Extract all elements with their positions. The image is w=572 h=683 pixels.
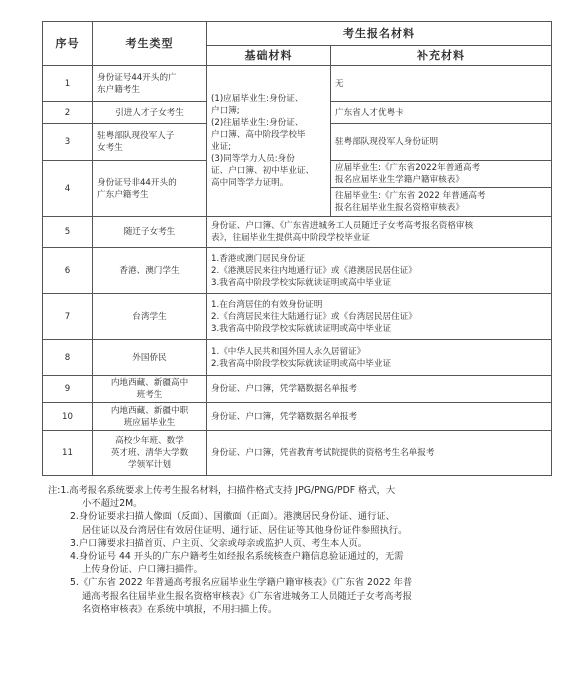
- header-supplement: 补充材料: [331, 46, 552, 66]
- type-cell: [93, 217, 207, 248]
- table-row: [43, 431, 552, 476]
- text-line: 1.《中华人民共和国外国人永久居留证》: [211, 346, 366, 357]
- text-line: 6: [64, 265, 71, 276]
- supplement-cell: [331, 102, 552, 124]
- text-line: 随迁子女考生: [123, 227, 176, 237]
- note-line: 3.户口簿要求扫描首页、户主页、父亲或母亲或监护人页、考生本人页。: [70, 537, 368, 549]
- text-line: 无: [335, 78, 344, 89]
- text-line: 报名应届毕业生学籍户籍审核表》: [335, 175, 464, 185]
- header-type: 考生类型: [93, 22, 207, 66]
- text-line: 身份证号44开头的广: [97, 72, 177, 83]
- note-line: 小不超过2M。: [82, 498, 143, 510]
- text-line: 广东省人才优粤卡: [335, 107, 404, 118]
- merged-materials-cell: [207, 217, 552, 248]
- seq-cell: [43, 431, 93, 476]
- note-item: [48, 537, 548, 550]
- note-text: 1.高考报名系统要求上传考生报名材料，扫描件格式支持 JPG/PNG/PDF 格式，大: [60, 485, 396, 496]
- text-line: 高校少年班、数学: [115, 436, 184, 446]
- text-line: 身份证号非44开头的: [97, 177, 177, 188]
- text-line: 东户籍考生: [97, 84, 140, 95]
- materials-table: [42, 21, 552, 476]
- text-line: 香港、澳门学生: [119, 265, 180, 276]
- table-row: [43, 403, 552, 431]
- text-line: 身份证、户口簿，凭学籍数据名单报考: [211, 411, 358, 422]
- note-line: 5.《广东省 2022 年普通高考报名应届毕业生学籍户籍审核表》《广东省 2022 年普: [70, 577, 413, 589]
- text-line: 业证;: [211, 142, 232, 152]
- text-line: 台湾学生: [132, 311, 167, 322]
- note-line: 名资格审核表》在系统中填报，不用扫描上传。: [82, 603, 278, 615]
- merged-materials-cell: [207, 248, 552, 294]
- seq-cell: [43, 403, 93, 431]
- note-line: 2.身份证要求扫描人像面（反面）、国徽面（正面）。港澳居民身份证、通行证、: [70, 511, 395, 523]
- document-area: [42, 21, 551, 615]
- seq-cell: [43, 217, 93, 248]
- text-line: 英才班、清华大学数: [110, 448, 189, 458]
- table-row: [43, 294, 552, 340]
- basic-materials-cell: [207, 66, 331, 217]
- type-cell: [93, 403, 207, 431]
- text-line: (1)应届毕业生:身份证、: [211, 94, 304, 104]
- text-line: 8: [64, 352, 71, 363]
- text-line: 身份证、户口簿，凭学籍数据名单报考: [211, 384, 358, 394]
- text-line: 班应届毕业生: [123, 417, 176, 428]
- text-line: 3: [64, 137, 71, 147]
- type-cell: [93, 124, 207, 161]
- text-line: 4: [64, 183, 71, 194]
- seq-cell: [43, 161, 93, 217]
- type-cell: [93, 66, 207, 102]
- type-cell: [93, 102, 207, 124]
- note-item: [48, 510, 548, 536]
- text-line: 应届毕业生:《广东省2022年普通高考: [335, 163, 481, 173]
- text-line: 7: [64, 311, 71, 322]
- type-cell: [93, 431, 207, 476]
- table-row: [43, 340, 552, 376]
- type-cell: [93, 248, 207, 294]
- text-line: 广东户籍考生: [97, 189, 149, 200]
- note-line: 通高考报名往届毕业生报名资格审核表》《广东省进城务工人员随迁子女考高考报: [82, 590, 413, 602]
- text-line: 2.我省高中阶段学校实际就读证明或高中毕业证: [211, 358, 392, 369]
- text-line: 驻粤部队现役军人子: [97, 131, 175, 141]
- text-line: 驻粤部队现役军人身份证明: [335, 137, 439, 147]
- supplement-cell: [331, 66, 552, 102]
- text-line: 引进人才子女考生: [115, 107, 184, 118]
- text-line: 身份证、户口簿、《广东省进城务工人员随迁子女考高考报名资格审核: [211, 221, 474, 231]
- seq-cell: [43, 376, 93, 403]
- text-line: 班考生: [136, 390, 163, 400]
- supplement-cell: [331, 188, 552, 217]
- header-materials: 考生报名材料: [207, 22, 552, 46]
- text-line: 1.在台湾居住的有效身份证明: [211, 299, 323, 310]
- text-line: 1: [64, 78, 71, 89]
- merged-materials-cell: [207, 376, 552, 403]
- text-line: 外国侨民: [132, 352, 167, 363]
- seq-cell: [43, 102, 93, 124]
- type-cell: [93, 161, 207, 217]
- header-basic: 基础材料: [207, 46, 331, 66]
- text-line: 户口簿;: [211, 106, 240, 116]
- text-line: 证、户口簿、初中毕业证、: [211, 166, 315, 176]
- text-line: 高中同等学力证明。: [211, 178, 289, 188]
- text-line: 2: [64, 107, 71, 118]
- merged-materials-cell: [207, 340, 552, 376]
- header-seq: 序号: [43, 22, 93, 66]
- text-line: 身份证、户口簿，凭省教育考试院提供的资格考生名单报考: [211, 448, 435, 458]
- notes-label: 注:: [48, 485, 61, 496]
- text-line: (3)同等学力人员:身份: [211, 154, 295, 164]
- notes-section: [48, 484, 548, 616]
- seq-cell: [43, 66, 93, 102]
- note-line: [48, 484, 548, 497]
- seq-cell: [43, 340, 93, 376]
- note-item: [48, 484, 548, 510]
- text-line: 9: [64, 384, 71, 394]
- text-line: 3.我省高中阶段学校实际就读证明或高中毕业证: [211, 277, 392, 288]
- supplement-cell: [331, 124, 552, 161]
- merged-materials-cell: [207, 403, 552, 431]
- note-line: 上传身份证、户口簿扫描件。: [82, 564, 203, 576]
- text-line: 5: [64, 227, 71, 237]
- text-line: 表》，往届毕业生提供高中阶段学校毕业证: [211, 233, 370, 243]
- merged-materials-cell: [207, 431, 552, 476]
- text-line: (2)往届毕业生:身份证、: [211, 118, 304, 128]
- seq-cell: [43, 294, 93, 340]
- type-cell: [93, 376, 207, 403]
- text-line: 学领军计划: [128, 460, 171, 470]
- table-row: [43, 376, 552, 403]
- text-line: 内地西藏、新疆高中: [110, 378, 189, 388]
- text-line: 1.香港或澳门居民身份证: [211, 253, 306, 264]
- text-line: 3.我省高中阶段学校实际就读证明或高中毕业证: [211, 323, 392, 334]
- table-row: [43, 248, 552, 294]
- seq-cell: [43, 248, 93, 294]
- text-line: 2.《港澳居民来往内地通行证》或《港澳居民居住证》: [211, 265, 417, 276]
- table-row: [43, 66, 552, 102]
- note-item: [48, 576, 548, 616]
- merged-materials-cell: [207, 294, 552, 340]
- note-item: [48, 550, 548, 576]
- text-line: 女考生: [97, 143, 123, 153]
- note-line: 4.身份证号 44 开头的广东户籍考生如经报名系统核查户籍信息验证通过的，无需: [70, 551, 404, 563]
- text-line: 户口簿、高中阶段学校毕: [211, 130, 306, 140]
- text-line: 2.《台湾居民来往大陆通行证》或《台湾居民居住证》: [211, 311, 417, 322]
- text-line: 往届毕业生:《广东省 2022 年普通高考: [335, 191, 486, 201]
- text-line: 内地西藏、新疆中职: [110, 405, 189, 416]
- note-line: 居住证以及台湾居住有效居住证明、通行证、居住证等其他身份证件参照执行。: [82, 524, 408, 536]
- type-cell: [93, 294, 207, 340]
- text-line: 11: [62, 448, 73, 458]
- table-row: [43, 217, 552, 248]
- type-cell: [93, 340, 207, 376]
- seq-cell: [43, 124, 93, 161]
- text-line: 10: [62, 411, 73, 422]
- text-line: 报名往届毕业生报名资格审核表》: [335, 203, 464, 213]
- supplement-cell: [331, 161, 552, 188]
